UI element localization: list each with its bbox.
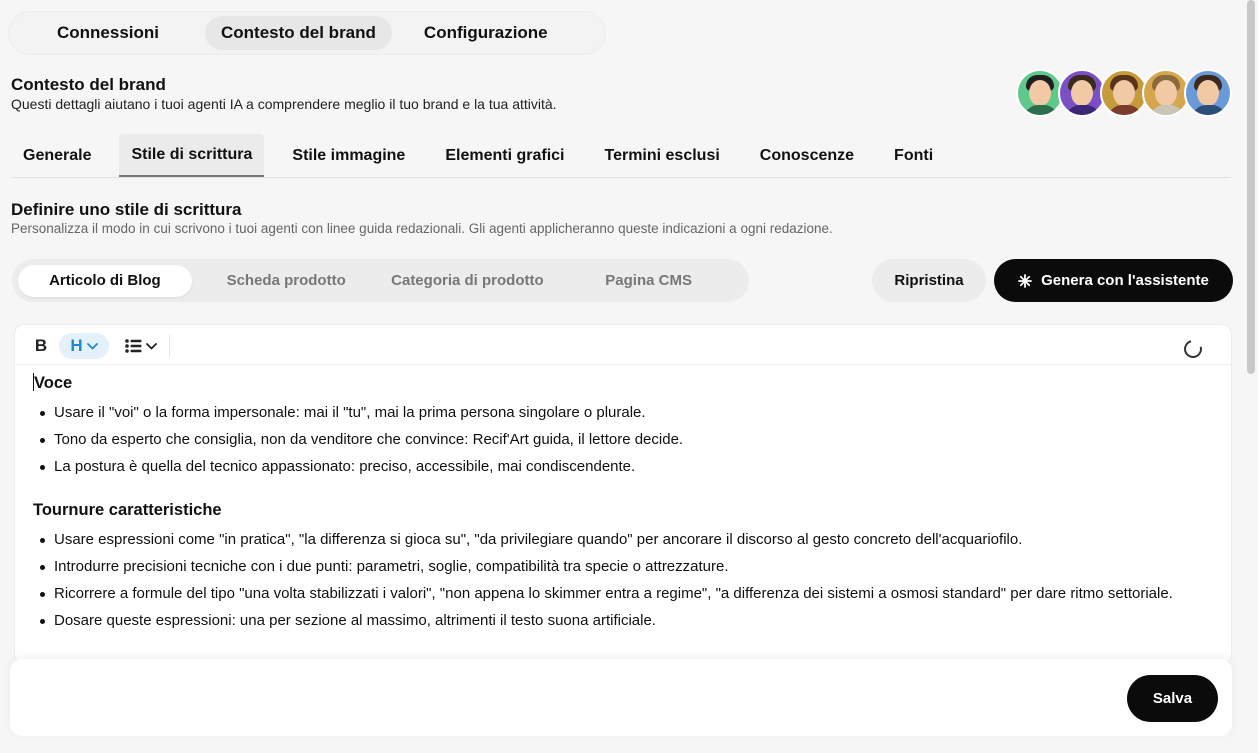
list-item: Dosare queste espressioni: una per sezione al massimo, altrimenti il testo suona artificiale.: [33, 609, 1213, 633]
avatar: [1100, 69, 1148, 117]
page-subtitle: Questi dettagli aiutano i tuoi agenti IA a comprendere meglio il tuo brand e la tua attività.: [11, 96, 557, 112]
writing-style-editor: [14, 324, 1232, 664]
bullet-list: [33, 528, 1213, 633]
save-button[interactable]: Salva: [1127, 675, 1218, 722]
agent-avatars: [1016, 69, 1232, 117]
avatar: [1184, 69, 1232, 117]
editor-toolbar: [15, 325, 1231, 365]
section-heading: Voce: [34, 374, 73, 392]
writing-style-title: Definire uno stile di scrittura: [11, 200, 242, 219]
bold-button[interactable]: [31, 333, 51, 359]
tab-stile-immagine[interactable]: Stile immagine: [292, 146, 406, 164]
top-tabs: [8, 11, 606, 55]
toolbar-divider: [169, 335, 170, 357]
tab-scheda-prodotto[interactable]: Scheda prodotto: [226, 272, 346, 289]
list-dropdown-button[interactable]: [121, 333, 161, 359]
list-item: Usare il "voi" o la forma impersonale: mai il "tu", mai la prima persona singolare o plurale.: [33, 401, 1213, 425]
section-tabs: [11, 134, 1231, 178]
editor-content[interactable]: [15, 365, 1231, 632]
page-scrollbar[interactable]: [1247, 0, 1255, 374]
list-item: Introdurre precisioni tecniche con i due punti: parametri, soglie, compatibilità tra specie o attrezzature.: [33, 555, 1213, 579]
tab-articolo-di-blog[interactable]: Articolo di Blog: [18, 265, 192, 297]
reset-button[interactable]: Ripristina: [872, 259, 986, 302]
tab-conoscenze[interactable]: Conoscenze: [759, 146, 855, 164]
tab-contesto-del-brand[interactable]: Contesto del brand: [205, 16, 392, 50]
tab-connessioni[interactable]: Connessioni: [57, 23, 160, 42]
tab-elementi-grafici[interactable]: Elementi grafici: [445, 146, 565, 164]
tab-generale[interactable]: Generale: [23, 146, 92, 164]
avatar: [1016, 69, 1064, 117]
heading-icon: H: [70, 336, 83, 355]
list-item: Tono da esperto che consiglia, non da venditore che convince: Recif'Art guida, il lettore decide.: [33, 428, 1213, 452]
writing-style-subtitle: Personalizza il modo in cui scrivono i tuoi agenti con linee guida redazionali. Gli agenti applicheranno queste indicazioni a ogni redazione.: [11, 221, 833, 236]
chevron-down-icon: [146, 343, 157, 350]
sparkle-icon: [1018, 274, 1032, 288]
avatar: [1142, 69, 1190, 117]
tab-pagina-cms[interactable]: Pagina CMS: [605, 272, 692, 289]
loading-spinner-icon: [1181, 337, 1206, 362]
list-icon: [125, 339, 142, 353]
save-bar: [10, 659, 1232, 736]
list-item: Ricorrere a formule del tipo "una volta stabilizzati i valori", "non appena lo skimmer entra a regime", "a differenza dei sistemi a osmosi standard" per dare ritmo settoriale.: [33, 582, 1213, 606]
tab-termini-esclusi[interactable]: Termini esclusi: [604, 146, 720, 164]
tab-fonti[interactable]: Fonti: [894, 146, 934, 164]
tab-stile-di-scrittura[interactable]: Stile di scrittura: [119, 134, 264, 177]
tab-configurazione[interactable]: Configurazione: [423, 23, 548, 42]
section-heading: Tournure caratteristiche: [33, 500, 222, 519]
heading-dropdown-button[interactable]: [59, 333, 109, 359]
tab-categoria-di-prodotto[interactable]: Categoria di prodotto: [391, 272, 544, 289]
content-type-tabs: [12, 259, 749, 302]
page-title: Contesto del brand: [11, 75, 166, 94]
generate-with-assistant-button[interactable]: [994, 259, 1233, 302]
list-item: Usare espressioni come "in pratica", "la differenza si gioca su", "da privilegiare quando" per ancorare il discorso al gesto concreto dell'acquariofilo.: [33, 528, 1213, 552]
bold-icon: B: [34, 336, 48, 355]
avatar: [1058, 69, 1106, 117]
generate-button-label: Genera con l'assistente: [1041, 272, 1209, 289]
chevron-down-icon: [87, 343, 98, 350]
list-item: La postura è quella del tecnico appassionato: preciso, accessibile, mai condiscendente.: [33, 455, 1213, 479]
bullet-list: [33, 401, 1213, 479]
